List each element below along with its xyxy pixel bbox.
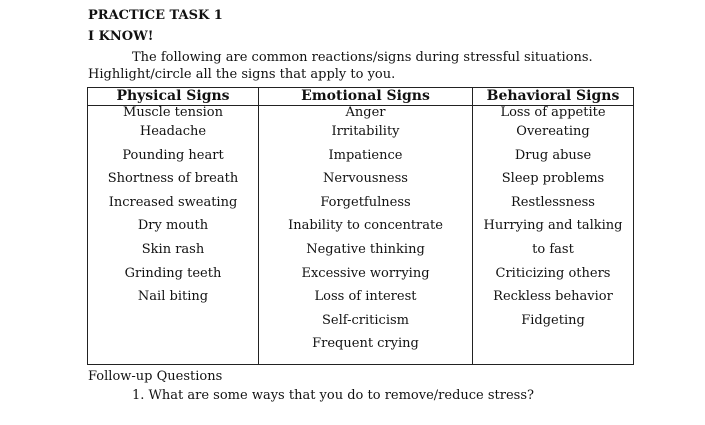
header-emotional: Emotional Signs xyxy=(259,88,473,106)
header-behavioral: Behavioral Signs xyxy=(473,88,634,106)
stress-signs-table xyxy=(87,87,634,365)
physical-sign[interactable]: Grinding teeth xyxy=(124,265,222,281)
behavioral-sign[interactable]: Criticizing others xyxy=(495,265,611,281)
behavioral-sign[interactable]: Overeating xyxy=(516,124,590,139)
physical-sign[interactable]: Pounding heart xyxy=(122,147,224,163)
emotional-sign[interactable]: Inability to concentrate xyxy=(288,218,443,234)
physical-sign[interactable]: Increased sweating xyxy=(108,194,238,210)
behavioral-sign[interactable]: Fidgeting xyxy=(521,312,585,328)
emotional-sign[interactable]: Self-criticism xyxy=(322,312,409,328)
behavioral-sign[interactable]: Reckless behavior xyxy=(493,289,613,305)
emotional-sign[interactable]: Loss of interest xyxy=(314,289,417,305)
behavioral-sign[interactable]: Loss of appetite xyxy=(500,105,606,120)
physical-sign[interactable]: Dry mouth xyxy=(137,218,209,234)
physical-sign[interactable]: Shortness of breath xyxy=(107,171,239,187)
followup-question: 1. What are some ways that you do to remove/reduce stress? xyxy=(132,388,534,403)
followup-heading: Follow-up Questions xyxy=(88,369,223,384)
physical-signs-column xyxy=(88,106,259,365)
behavioral-sign[interactable]: Hurrying and talking xyxy=(483,218,623,234)
emotional-signs-column xyxy=(259,106,473,365)
behavioral-sign[interactable]: Sleep problems xyxy=(501,171,605,187)
emotional-sign[interactable]: Forgetfulness xyxy=(320,194,411,210)
behavioral-sign[interactable]: to fast xyxy=(532,241,574,257)
task-subtitle: I KNOW! xyxy=(88,29,154,44)
behavioral-sign[interactable]: Drug abuse xyxy=(514,147,592,163)
intro-line-1: The following are common reactions/signs during stressful situations. xyxy=(132,50,593,65)
behavioral-signs-column xyxy=(473,106,634,365)
emotional-sign[interactable]: Anger xyxy=(345,105,386,120)
emotional-sign[interactable]: Frequent crying xyxy=(312,336,419,352)
header-physical: Physical Signs xyxy=(88,88,259,106)
behavioral-sign[interactable]: Restlessness xyxy=(511,194,595,210)
emotional-sign[interactable]: Excessive worrying xyxy=(301,265,430,281)
emotional-sign[interactable]: Impatience xyxy=(328,147,403,163)
emotional-sign[interactable]: Nervousness xyxy=(323,171,408,187)
physical-sign[interactable]: Nail biting xyxy=(137,289,209,305)
task-title: PRACTICE TASK 1 xyxy=(88,8,223,23)
emotional-sign[interactable]: Irritability xyxy=(331,124,400,139)
emotional-sign[interactable]: Negative thinking xyxy=(306,241,425,257)
physical-sign[interactable]: Muscle tension xyxy=(123,105,223,120)
intro-line-2: Highlight/circle all the signs that apply to you. xyxy=(88,67,396,82)
physical-sign[interactable]: Headache xyxy=(139,124,207,139)
physical-sign[interactable]: Skin rash xyxy=(141,241,205,257)
